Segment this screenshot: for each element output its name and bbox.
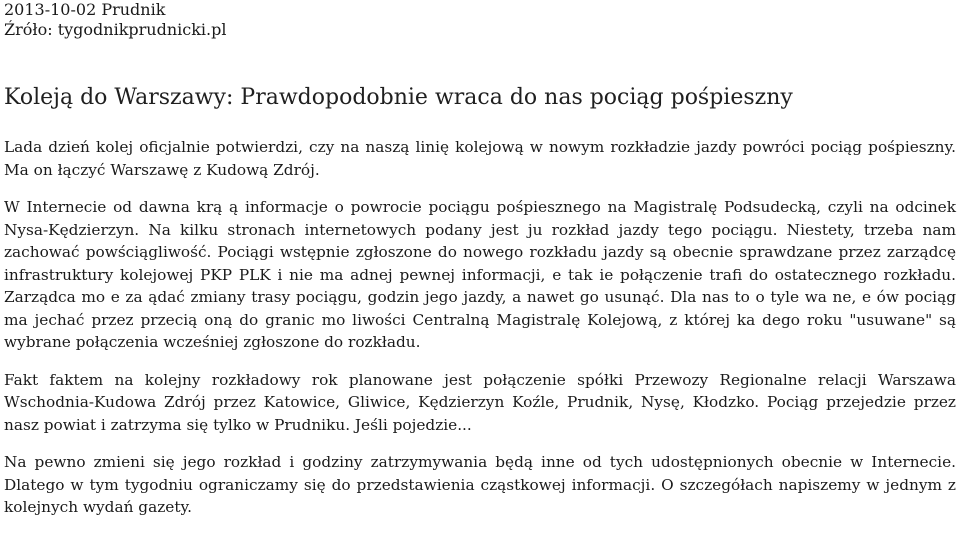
article-title: Koleją do Warszawy: Prawdopodobnie wraca do nas pociąg pośpieszny: [4, 85, 793, 110]
source-line: Źróło: tygodnikprudnicki.pl: [4, 20, 227, 39]
paragraph-4: Na pewno zmieni się jego rozkład i godziny zatrzymywania będą inne od tych udostępnionych obecnie w Internecie. Dlatego w tym tygodniu ograniczamy się do przedstawienia cząstkowej informacji. O szczegółach napiszemy w jednym z kolejnych wydań gazety.: [4, 453, 956, 516]
paragraph-2: W Internecie od dawna krą ą informacje o powrocie pociągu pośpiesznego na Magistralę Podsudecką, czyli na odcinek Nysa-Kędzierzyn. Na kilku stronach internetowych podany jest ju rozkład jazdy tego pociągu. Niestety, trzeba nam zachować powściągliwość. Pociągi wstępnie zgłoszone do nowego rozkładu jazdy są obecnie sprawdzane przez zarządcę infrastruktury kolejowej PKP PLK i nie ma adnej pewnej informacji, e tak ie połączenie trafi do ostatecznego rozkładu. Zarządca mo e za ądać zmiany trasy pociągu, godzin jego jazdy, a nawet go usunąć. Dla nas to o tyle wa ne, e ów pociąg ma jechać przez przecią oną do granic mo liwości Centralną Magistralę Kolejową, z której ka dego roku "usuwane" są wybrane połączenia wcześniej zgłoszone do rozkładu.: [4, 198, 956, 351]
paragraph-1: Lada dzień kolej oficjalnie potwierdzi, czy na naszą linię kolejową w nowym rozkładzie jazdy powróci pociąg pośpieszny. Ma on łączyć Warszawę z Kudową Zdrój.: [4, 138, 956, 179]
date-location: 2013-10-02 Prudnik: [4, 0, 166, 19]
paragraph-3: Fakt faktem na kolejny rozkładowy rok planowane jest połączenie spółki Przewozy Regionalne relacji Warszawa Wschodnia-Kudowa Zdrój przez Katowice, Gliwice, Kędzierzyn Koźle, Prudnik, Nysę, Kłodzko. Pociąg przejedzie przez nasz powiat i zatrzyma się tylko w Prudniku. Jeśli pojedzie...: [4, 370, 956, 434]
